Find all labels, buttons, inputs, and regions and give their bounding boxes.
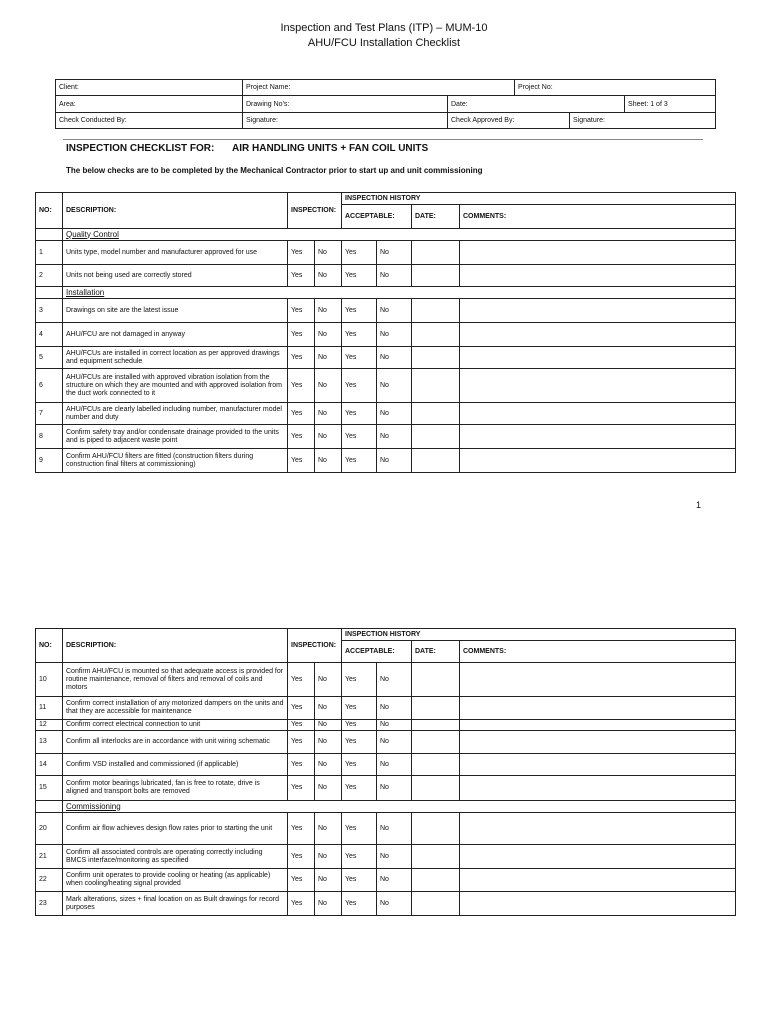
- date-cell[interactable]: [412, 449, 460, 473]
- comments-cell[interactable]: [460, 449, 736, 473]
- comments-cell[interactable]: [460, 241, 736, 265]
- sheet-field: Sheet: 1 of 3: [625, 96, 716, 113]
- row-description: Confirm AHU/FCU filters are fitted (construction filters during construction final filters at commissioning): [63, 449, 288, 473]
- inspection-yes[interactable]: Yes: [288, 892, 315, 916]
- date-field[interactable]: Date:: [448, 96, 625, 113]
- acceptable-yes[interactable]: Yes: [342, 449, 377, 473]
- acceptable-no[interactable]: No: [377, 323, 412, 347]
- acceptable-no[interactable]: No: [377, 403, 412, 425]
- document-subtitle: AHU/FCU Installation Checklist: [307, 37, 461, 49]
- acceptable-yes[interactable]: Yes: [342, 754, 377, 776]
- acceptable-no[interactable]: No: [377, 265, 412, 287]
- table-row: [36, 731, 736, 754]
- date-cell[interactable]: [412, 869, 460, 892]
- row-description: AHU/FCUs are clearly labelled including number, manufacturer model number and duty: [63, 403, 288, 425]
- inspection-no[interactable]: No: [315, 241, 342, 265]
- acceptable-no[interactable]: No: [377, 845, 412, 869]
- comments-cell[interactable]: [460, 369, 736, 403]
- acceptable-yes[interactable]: Yes: [342, 869, 377, 892]
- acceptable-yes[interactable]: Yes: [342, 369, 377, 403]
- col-description-header: DESCRIPTION:: [63, 629, 288, 663]
- inspection-yes[interactable]: Yes: [288, 403, 315, 425]
- header-info-table: [55, 79, 716, 129]
- row-number: 5: [36, 347, 63, 369]
- table-row: [36, 403, 736, 425]
- row-description: Confirm correct installation of any motorized dampers on the units and that they are accessible for maintenance: [63, 697, 288, 720]
- col-no-header: NO:: [36, 629, 63, 663]
- row-description: Units type, model number and manufacturer approved for use: [63, 241, 288, 265]
- comments-cell[interactable]: [460, 869, 736, 892]
- col-inspection-header: INSPECTION:: [288, 629, 342, 663]
- divider-rule: [63, 139, 703, 140]
- date-cell[interactable]: [412, 265, 460, 287]
- comments-cell[interactable]: [460, 425, 736, 449]
- date-cell[interactable]: [412, 776, 460, 801]
- comments-cell[interactable]: [460, 892, 736, 916]
- row-number: 13: [36, 731, 63, 754]
- row-number: 20: [36, 813, 63, 845]
- date-cell[interactable]: [412, 347, 460, 369]
- table-row: [36, 265, 736, 287]
- acceptable-no[interactable]: No: [377, 663, 412, 697]
- acceptable-no[interactable]: No: [377, 369, 412, 403]
- table-row: [36, 347, 736, 369]
- acceptable-yes[interactable]: Yes: [342, 720, 377, 731]
- row-description: Units not being used are correctly stored: [63, 265, 288, 287]
- area-field[interactable]: Area:: [56, 96, 243, 113]
- check-conducted-by-field[interactable]: Check Conducted By:: [56, 113, 243, 129]
- acceptable-yes[interactable]: Yes: [342, 813, 377, 845]
- row-description: Confirm all associated controls are operating correctly including BMCS interface/monitoring as specified: [63, 845, 288, 869]
- col-comments-header: COMMENTS:: [460, 641, 736, 663]
- inspection-no[interactable]: No: [315, 813, 342, 845]
- inspection-no[interactable]: No: [315, 720, 342, 731]
- date-cell[interactable]: [412, 754, 460, 776]
- section-installation: Installation: [63, 287, 736, 299]
- checklist-table-page2: [35, 628, 736, 916]
- col-inspection-header: INSPECTION:: [288, 193, 342, 229]
- acceptable-no[interactable]: No: [377, 449, 412, 473]
- checklist-for-value: AIR HANDLING UNITS + FAN COIL UNITS: [232, 143, 429, 154]
- comments-cell[interactable]: [460, 265, 736, 287]
- col-date-header: DATE:: [412, 205, 460, 229]
- drawing-nos-field[interactable]: Drawing No's:: [243, 96, 448, 113]
- document-title: Inspection and Test Plans (ITP) – MUM-10: [280, 22, 488, 34]
- row-description: Mark alterations, sizes + final location on as Built drawings for record purposes: [63, 892, 288, 916]
- table-row: [36, 869, 736, 892]
- date-cell[interactable]: [412, 813, 460, 845]
- date-cell[interactable]: [412, 731, 460, 754]
- table-row: [36, 299, 736, 323]
- row-number: 1: [36, 241, 63, 265]
- comments-cell[interactable]: [460, 754, 736, 776]
- row-description: Confirm AHU/FCU is mounted so that adequate access is provided for routine maintenance, removal of filters and removal of coils and motors: [63, 663, 288, 697]
- project-name-field[interactable]: Project Name:: [243, 80, 515, 96]
- acceptable-no[interactable]: No: [377, 776, 412, 801]
- row-number: 14: [36, 754, 63, 776]
- inspection-yes[interactable]: Yes: [288, 369, 315, 403]
- comments-cell[interactable]: [460, 720, 736, 731]
- row-number: 9: [36, 449, 63, 473]
- date-cell[interactable]: [412, 697, 460, 720]
- row-number: 15: [36, 776, 63, 801]
- date-cell[interactable]: [412, 720, 460, 731]
- section-quality-control: Quality Control: [63, 229, 736, 241]
- inspection-no[interactable]: No: [315, 323, 342, 347]
- acceptable-yes[interactable]: Yes: [342, 323, 377, 347]
- row-number: 10: [36, 663, 63, 697]
- inspection-yes[interactable]: Yes: [288, 731, 315, 754]
- inspection-yes[interactable]: Yes: [288, 845, 315, 869]
- inspection-no[interactable]: No: [315, 892, 342, 916]
- intro-text: The below checks are to be completed by the Mechanical Contractor prior to start up and unit commissioning: [66, 166, 483, 175]
- row-description: Confirm VSD installed and commissioned (if applicable): [63, 754, 288, 776]
- row-number: 8: [36, 425, 63, 449]
- inspection-no[interactable]: No: [315, 299, 342, 323]
- inspection-yes[interactable]: Yes: [288, 776, 315, 801]
- comments-cell[interactable]: [460, 347, 736, 369]
- acceptable-no[interactable]: No: [377, 892, 412, 916]
- acceptable-yes[interactable]: Yes: [342, 731, 377, 754]
- date-cell[interactable]: [412, 241, 460, 265]
- inspection-no[interactable]: No: [315, 776, 342, 801]
- row-number: 21: [36, 845, 63, 869]
- comments-cell[interactable]: [460, 663, 736, 697]
- comments-cell[interactable]: [460, 299, 736, 323]
- date-cell[interactable]: [412, 425, 460, 449]
- date-cell[interactable]: [412, 845, 460, 869]
- project-no-label: Project No:: [518, 84, 553, 91]
- inspection-yes[interactable]: Yes: [288, 299, 315, 323]
- row-description: Confirm correct electrical connection to unit: [63, 720, 288, 731]
- inspection-no[interactable]: No: [315, 845, 342, 869]
- acceptable-yes[interactable]: Yes: [342, 697, 377, 720]
- row-number: 23: [36, 892, 63, 916]
- acceptable-no[interactable]: No: [377, 869, 412, 892]
- acceptable-yes[interactable]: Yes: [342, 845, 377, 869]
- acceptable-yes[interactable]: Yes: [342, 776, 377, 801]
- table-row: [36, 697, 736, 720]
- comments-cell[interactable]: [460, 731, 736, 754]
- checklist-table-page1: [35, 192, 736, 473]
- acceptable-no[interactable]: No: [377, 697, 412, 720]
- col-acceptable-header: ACCEPTABLE:: [342, 641, 412, 663]
- acceptable-yes[interactable]: Yes: [342, 403, 377, 425]
- row-description: AHU/FCU are not damaged in anyway: [63, 323, 288, 347]
- section-commissioning: Commissioning: [63, 801, 736, 813]
- inspection-yes[interactable]: Yes: [288, 697, 315, 720]
- checklist-for-label: INSPECTION CHECKLIST FOR:: [66, 143, 215, 154]
- acceptable-yes[interactable]: Yes: [342, 241, 377, 265]
- comments-cell[interactable]: [460, 845, 736, 869]
- row-description: Confirm all interlocks are in accordance with unit wiring schematic: [63, 731, 288, 754]
- row-number: 7: [36, 403, 63, 425]
- inspection-yes[interactable]: Yes: [288, 813, 315, 845]
- table-row: [36, 776, 736, 801]
- inspection-no[interactable]: No: [315, 449, 342, 473]
- date-cell[interactable]: [412, 369, 460, 403]
- comments-cell[interactable]: [460, 776, 736, 801]
- row-description: Confirm safety tray and/or condensate drainage provided to the units and is piped to adjacent waste point: [63, 425, 288, 449]
- acceptable-no[interactable]: No: [377, 754, 412, 776]
- inspection-no[interactable]: No: [315, 731, 342, 754]
- col-history-header: INSPECTION HISTORY: [342, 193, 736, 205]
- row-number: 12: [36, 720, 63, 731]
- inspection-yes[interactable]: Yes: [288, 869, 315, 892]
- inspection-yes[interactable]: Yes: [288, 663, 315, 697]
- inspection-no[interactable]: No: [315, 869, 342, 892]
- col-comments-header: COMMENTS:: [460, 205, 736, 229]
- row-number: 6: [36, 369, 63, 403]
- comments-cell[interactable]: [460, 323, 736, 347]
- date-cell[interactable]: [412, 323, 460, 347]
- check-approved-by-field[interactable]: Check Approved By:: [448, 113, 570, 129]
- row-number: 3: [36, 299, 63, 323]
- page-number: 1: [696, 500, 702, 510]
- row-description: Drawings on site are the latest issue: [63, 299, 288, 323]
- table-row: [36, 754, 736, 776]
- inspection-yes[interactable]: Yes: [288, 323, 315, 347]
- inspection-no[interactable]: No: [315, 425, 342, 449]
- date-cell[interactable]: [412, 299, 460, 323]
- table-row: [36, 323, 736, 347]
- inspection-yes[interactable]: Yes: [288, 425, 315, 449]
- inspection-no[interactable]: No: [315, 369, 342, 403]
- inspection-yes[interactable]: Yes: [288, 449, 315, 473]
- acceptable-yes[interactable]: Yes: [342, 265, 377, 287]
- acceptable-no[interactable]: No: [377, 425, 412, 449]
- row-number: 4: [36, 323, 63, 347]
- acceptable-no[interactable]: No: [377, 299, 412, 323]
- table-row: [36, 241, 736, 265]
- table-row: [36, 892, 736, 916]
- table-row: [36, 663, 736, 697]
- row-description: Confirm unit operates to provide cooling or heating (as applicable) when cooling/heating signal provided: [63, 869, 288, 892]
- comments-cell[interactable]: [460, 813, 736, 845]
- table-row: [36, 449, 736, 473]
- inspection-yes[interactable]: Yes: [288, 347, 315, 369]
- acceptable-no[interactable]: No: [377, 347, 412, 369]
- inspection-yes[interactable]: Yes: [288, 754, 315, 776]
- client-field[interactable]: Client:: [56, 80, 243, 96]
- row-description: AHU/FCUs are installed in correct location as per approved drawings and equipment schedule: [63, 347, 288, 369]
- date-cell[interactable]: [412, 663, 460, 697]
- inspection-no[interactable]: No: [315, 663, 342, 697]
- table-row: [36, 813, 736, 845]
- signature-approver-field[interactable]: Signature:: [570, 113, 716, 129]
- acceptable-no[interactable]: No: [377, 813, 412, 845]
- row-description: AHU/FCUs are installed with approved vibration isolation from the structure on which they are mounted and with approved isolation from the duct work connected to it: [63, 369, 288, 403]
- col-history-header: INSPECTION HISTORY: [342, 629, 736, 641]
- inspection-no[interactable]: No: [315, 403, 342, 425]
- comments-cell[interactable]: [460, 697, 736, 720]
- date-cell[interactable]: [412, 403, 460, 425]
- col-description-header: DESCRIPTION:: [63, 193, 288, 229]
- col-date-header: DATE:: [412, 641, 460, 663]
- acceptable-yes[interactable]: Yes: [342, 663, 377, 697]
- row-number: 11: [36, 697, 63, 720]
- acceptable-no[interactable]: No: [377, 241, 412, 265]
- acceptable-yes[interactable]: Yes: [342, 299, 377, 323]
- date-cell[interactable]: [412, 892, 460, 916]
- inspection-no[interactable]: No: [315, 265, 342, 287]
- table-row: [36, 720, 736, 731]
- row-number: 2: [36, 265, 63, 287]
- acceptable-yes[interactable]: Yes: [342, 892, 377, 916]
- col-no-header: NO:: [36, 193, 63, 229]
- inspection-yes[interactable]: Yes: [288, 720, 315, 731]
- inspection-no[interactable]: No: [315, 697, 342, 720]
- row-number: 22: [36, 869, 63, 892]
- acceptable-no[interactable]: No: [377, 720, 412, 731]
- acceptable-no[interactable]: No: [377, 731, 412, 754]
- inspection-no[interactable]: No: [315, 754, 342, 776]
- table-row: [36, 845, 736, 869]
- acceptable-yes[interactable]: Yes: [342, 425, 377, 449]
- col-acceptable-header: ACCEPTABLE:: [342, 205, 412, 229]
- table-row: [36, 369, 736, 403]
- table-row: [36, 425, 736, 449]
- project-no-field[interactable]: [515, 80, 716, 96]
- inspection-yes[interactable]: Yes: [288, 265, 315, 287]
- row-description: Confirm air flow achieves design flow rates prior to starting the unit: [63, 813, 288, 845]
- inspection-yes[interactable]: Yes: [288, 241, 315, 265]
- inspection-no[interactable]: No: [315, 347, 342, 369]
- signature-field[interactable]: Signature:: [243, 113, 448, 129]
- row-description: Confirm motor bearings lubricated, fan is free to rotate, drive is aligned and transport bolts are removed: [63, 776, 288, 801]
- comments-cell[interactable]: [460, 403, 736, 425]
- acceptable-yes[interactable]: Yes: [342, 347, 377, 369]
